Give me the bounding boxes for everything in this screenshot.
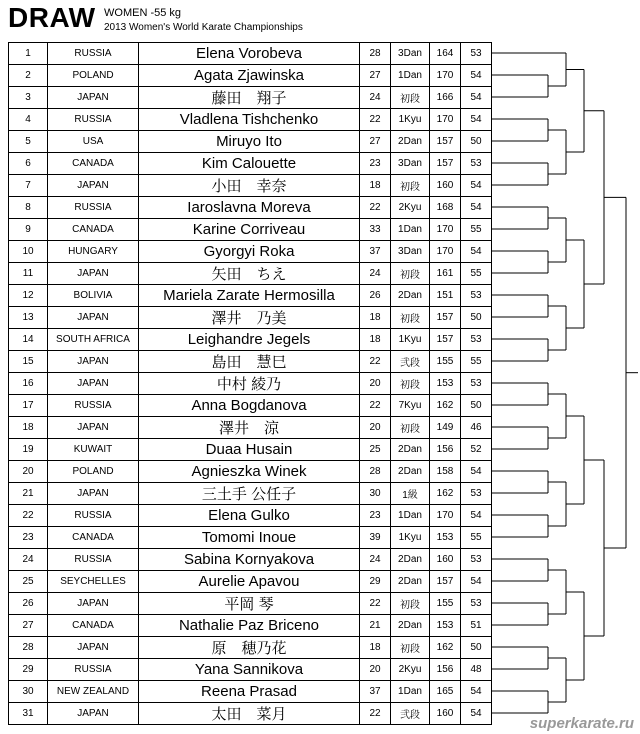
entry-weight: 55 [461,351,492,373]
entry-number: 14 [9,329,48,351]
entry-name: 三土手 公任子 [139,483,360,505]
entry-country: RUSSIA [48,549,139,571]
entry-age: 25 [360,439,391,461]
entry-name: 澤井 涼 [139,417,360,439]
entry-rank: 1Kyu [391,527,430,549]
entry-height: 157 [430,307,461,329]
entry-number: 16 [9,373,48,395]
entry-number: 20 [9,461,48,483]
entry-number: 4 [9,109,48,131]
entry-country: JAPAN [48,483,139,505]
entry-name: 澤井 乃美 [139,307,360,329]
entry-number: 17 [9,395,48,417]
entry-weight: 54 [461,197,492,219]
entry-age: 22 [360,109,391,131]
entry-rank: 初段 [391,373,430,395]
entry-name: Elena Vorobeva [139,43,360,65]
entry-weight: 53 [461,329,492,351]
entry-country: POLAND [48,461,139,483]
entry-name: Anna Bogdanova [139,395,360,417]
entry-number: 28 [9,637,48,659]
entry-age: 27 [360,131,391,153]
entry-age: 24 [360,549,391,571]
entry-name: Vladlena Tishchenko [139,109,360,131]
entry-number: 25 [9,571,48,593]
entry-age: 23 [360,505,391,527]
entry-country: JAPAN [48,307,139,329]
entry-weight: 53 [461,153,492,175]
entry-height: 170 [430,65,461,87]
entry-age: 23 [360,153,391,175]
entry-height: 160 [430,549,461,571]
entry-age: 22 [360,593,391,615]
entry-age: 18 [360,637,391,659]
entry-rank: 初段 [391,307,430,329]
entry-number: 24 [9,549,48,571]
entry-number: 23 [9,527,48,549]
entry-age: 18 [360,307,391,329]
entry-country: KUWAIT [48,439,139,461]
entry-rank: 1Dan [391,505,430,527]
entry-name: Agnieszka Winek [139,461,360,483]
entry-rank: 初段 [391,263,430,285]
entry-height: 165 [430,681,461,703]
entry-country: RUSSIA [48,395,139,417]
entry-country: JAPAN [48,175,139,197]
entry-number: 1 [9,43,48,65]
entry-age: 24 [360,263,391,285]
entry-rank: 3Dan [391,241,430,263]
entry-weight: 54 [461,461,492,483]
entry-name: Miruyo Ito [139,131,360,153]
entry-name: Aurelie Apavou [139,571,360,593]
entry-name: 太田 菜月 [139,703,360,725]
entry-height: 162 [430,637,461,659]
entry-height: 161 [430,263,461,285]
entry-age: 22 [360,351,391,373]
entry-country: JAPAN [48,373,139,395]
entry-name: Karine Corriveau [139,219,360,241]
entry-weight: 48 [461,659,492,681]
entry-country: JAPAN [48,87,139,109]
entry-height: 157 [430,329,461,351]
entry-number: 18 [9,417,48,439]
entry-country: JAPAN [48,263,139,285]
entry-rank: 7Kyu [391,395,430,417]
entry-country: RUSSIA [48,197,139,219]
championship-name: 2013 Women's World Karate Championships [104,22,303,33]
entry-name: Tomomi Inoue [139,527,360,549]
entry-rank: 1Dan [391,65,430,87]
entry-weight: 54 [461,571,492,593]
entry-name: 藤田 翔子 [139,87,360,109]
entry-number: 9 [9,219,48,241]
entry-rank: 2Dan [391,571,430,593]
entry-rank: 1Kyu [391,329,430,351]
entry-number: 31 [9,703,48,725]
entry-age: 27 [360,65,391,87]
entry-name: Elena Gulko [139,505,360,527]
entry-age: 21 [360,615,391,637]
entry-country: BOLIVIA [48,285,139,307]
entry-country: CANADA [48,615,139,637]
entry-country: SOUTH AFRICA [48,329,139,351]
entry-height: 170 [430,109,461,131]
entry-country: RUSSIA [48,109,139,131]
entry-name: Reena Prasad [139,681,360,703]
entry-number: 30 [9,681,48,703]
entry-number: 11 [9,263,48,285]
entry-weight: 50 [461,131,492,153]
entry-rank: 2Dan [391,549,430,571]
entry-weight: 55 [461,527,492,549]
entry-country: JAPAN [48,593,139,615]
entry-number: 15 [9,351,48,373]
entry-country: JAPAN [48,703,139,725]
entry-number: 26 [9,593,48,615]
entry-weight: 53 [461,43,492,65]
entry-weight: 54 [461,109,492,131]
entry-age: 26 [360,285,391,307]
entry-rank: 1Kyu [391,109,430,131]
entry-age: 37 [360,241,391,263]
entry-height: 158 [430,461,461,483]
entry-rank: 初段 [391,175,430,197]
entry-age: 20 [360,659,391,681]
entry-number: 3 [9,87,48,109]
entry-weight: 53 [461,483,492,505]
entry-height: 162 [430,395,461,417]
entry-name: 中村 綾乃 [139,373,360,395]
site-watermark: superkarate.ru [529,715,634,732]
entry-name: Yana Sannikova [139,659,360,681]
weight-category: WOMEN -55 kg [104,7,182,19]
entry-number: 8 [9,197,48,219]
entry-weight: 52 [461,439,492,461]
entry-height: 168 [430,197,461,219]
entry-number: 2 [9,65,48,87]
entry-rank: 弐段 [391,703,430,725]
entry-weight: 50 [461,637,492,659]
entry-number: 27 [9,615,48,637]
entry-rank: 1Dan [391,681,430,703]
entry-country: RUSSIA [48,505,139,527]
entry-number: 13 [9,307,48,329]
entry-name: 小田 幸奈 [139,175,360,197]
entry-country: CANADA [48,527,139,549]
entry-country: RUSSIA [48,659,139,681]
entry-age: 28 [360,461,391,483]
entry-weight: 54 [461,681,492,703]
entry-age: 22 [360,703,391,725]
entry-age: 37 [360,681,391,703]
entry-name: 矢田 ちえ [139,263,360,285]
entry-name: 平岡 琴 [139,593,360,615]
entry-rank: 2Dan [391,285,430,307]
entry-age: 30 [360,483,391,505]
entry-rank: 1Dan [391,219,430,241]
entry-weight: 54 [461,87,492,109]
entry-name: Iaroslavna Moreva [139,197,360,219]
entry-rank: 2Dan [391,439,430,461]
entry-name: Kim Calouette [139,153,360,175]
entry-rank: 初段 [391,637,430,659]
entry-weight: 54 [461,65,492,87]
entry-height: 170 [430,241,461,263]
entry-height: 160 [430,703,461,725]
entry-height: 157 [430,131,461,153]
entry-country: HUNGARY [48,241,139,263]
entry-weight: 53 [461,373,492,395]
entry-height: 149 [430,417,461,439]
entry-age: 18 [360,329,391,351]
entry-height: 155 [430,593,461,615]
entry-weight: 46 [461,417,492,439]
entry-rank: 1級 [391,483,430,505]
entry-height: 155 [430,351,461,373]
entry-height: 156 [430,659,461,681]
entry-age: 22 [360,395,391,417]
entry-rank: 3Dan [391,43,430,65]
entry-age: 24 [360,87,391,109]
entry-rank: 初段 [391,417,430,439]
entry-height: 164 [430,43,461,65]
entry-weight: 54 [461,241,492,263]
entry-age: 33 [360,219,391,241]
entry-age: 28 [360,43,391,65]
entry-country: CANADA [48,219,139,241]
entry-rank: 2Dan [391,615,430,637]
entry-rank: 2Dan [391,461,430,483]
entry-country: JAPAN [48,637,139,659]
entry-height: 151 [430,285,461,307]
entry-name: 原 穂乃花 [139,637,360,659]
entry-number: 10 [9,241,48,263]
entry-rank: 2Kyu [391,659,430,681]
entry-name: Duaa Husain [139,439,360,461]
entry-weight: 53 [461,549,492,571]
entry-country: RUSSIA [48,43,139,65]
entry-rank: 初段 [391,593,430,615]
entry-height: 153 [430,527,461,549]
entry-height: 153 [430,373,461,395]
entry-weight: 51 [461,615,492,637]
entry-weight: 54 [461,703,492,725]
entry-number: 5 [9,131,48,153]
entry-country: SEYCHELLES [48,571,139,593]
entry-rank: 2Kyu [391,197,430,219]
entry-country: USA [48,131,139,153]
entry-weight: 50 [461,307,492,329]
entry-name: Mariela Zarate Hermosilla [139,285,360,307]
entry-number: 6 [9,153,48,175]
entry-number: 19 [9,439,48,461]
entry-rank: 初段 [391,87,430,109]
entry-name: Agata Zjawinska [139,65,360,87]
entry-number: 29 [9,659,48,681]
entry-age: 39 [360,527,391,549]
entry-age: 22 [360,197,391,219]
entry-height: 170 [430,219,461,241]
entry-number: 22 [9,505,48,527]
entry-rank: 2Dan [391,131,430,153]
entry-weight: 50 [461,395,492,417]
entry-age: 20 [360,373,391,395]
entry-name: Sabina Kornyakova [139,549,360,571]
entry-country: CANADA [48,153,139,175]
entry-height: 170 [430,505,461,527]
entry-height: 157 [430,153,461,175]
entry-rank: 弐段 [391,351,430,373]
entry-name: 島田 慧巳 [139,351,360,373]
entry-country: NEW ZEALAND [48,681,139,703]
entry-weight: 53 [461,593,492,615]
entry-age: 18 [360,175,391,197]
entry-weight: 55 [461,263,492,285]
entry-country: JAPAN [48,351,139,373]
entry-number: 7 [9,175,48,197]
draw-title: DRAW [8,2,96,33]
entry-country: JAPAN [48,417,139,439]
entry-weight: 55 [461,219,492,241]
entry-number: 21 [9,483,48,505]
entry-age: 20 [360,417,391,439]
entry-name: Nathalie Paz Briceno [139,615,360,637]
entry-number: 12 [9,285,48,307]
entry-height: 162 [430,483,461,505]
entry-weight: 53 [461,285,492,307]
entry-rank: 3Dan [391,153,430,175]
entry-height: 153 [430,615,461,637]
entry-weight: 54 [461,175,492,197]
entry-name: Leighandre Jegels [139,329,360,351]
entry-name: Gyorgyi Roka [139,241,360,263]
entry-height: 166 [430,87,461,109]
entry-height: 157 [430,571,461,593]
entry-country: POLAND [48,65,139,87]
entry-height: 160 [430,175,461,197]
entry-weight: 54 [461,505,492,527]
entry-age: 29 [360,571,391,593]
entry-height: 156 [430,439,461,461]
